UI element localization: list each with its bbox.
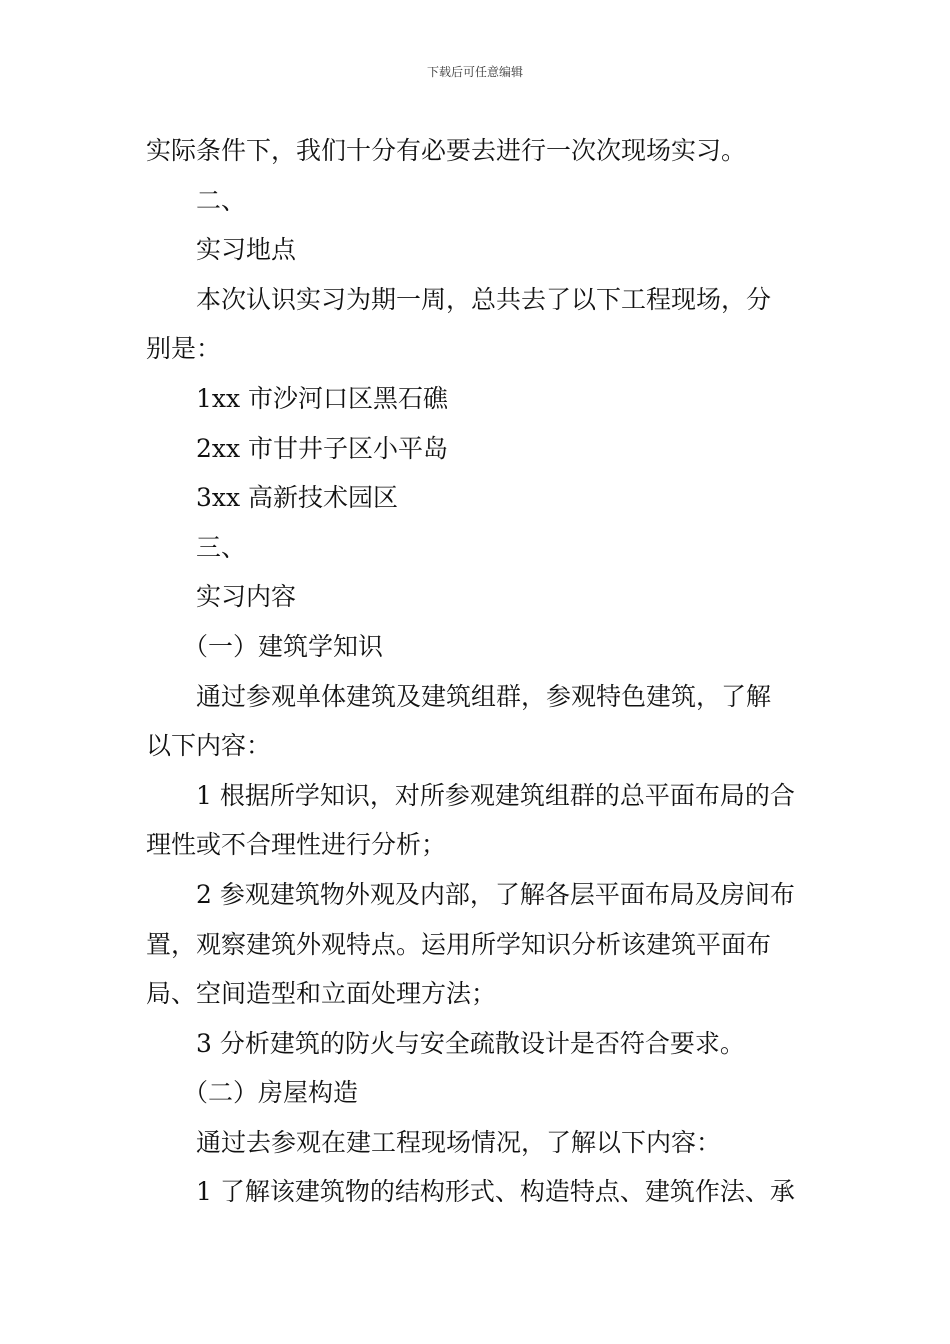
list-item: 2xx 市甘井子区小平岛 xyxy=(196,433,449,463)
text-line: 局、空间造型和立面处理方法； xyxy=(146,979,497,1009)
text-line: 本次认识实习为期一周，总共去了以下工程现场，分 xyxy=(196,284,772,314)
list-item: 1 根据所学知识，对所参观建筑组群的总平面布局的合 xyxy=(196,780,795,810)
text-line: 置，观察建筑外观特点。运用所学知识分析该建筑平面布 xyxy=(146,929,772,959)
list-item: 1 了解该建筑物的结构形式、构造特点、建筑作法、承 xyxy=(196,1177,795,1207)
section-number: 三、 xyxy=(196,532,247,562)
text-line: 以下内容： xyxy=(146,731,272,761)
list-item: 2 参观建筑物外观及内部，了解各层平面布局及房间布 xyxy=(196,879,795,909)
section-heading: 实习内容 xyxy=(196,582,297,612)
subsection-heading: （二）房屋构造 xyxy=(183,1078,359,1108)
list-item: 3xx 高新技术园区 xyxy=(196,483,399,513)
text-line: 理性或不合理性进行分析； xyxy=(146,830,447,860)
document-body xyxy=(146,126,808,1217)
text-line: 别是： xyxy=(146,334,222,364)
page-header: 下载后可任意编辑 xyxy=(426,65,523,79)
section-heading: 实习地点 xyxy=(196,235,297,265)
list-item: 3 分析建筑的防火与安全疏散设计是否符合要求。 xyxy=(196,1028,745,1058)
section-number: 二、 xyxy=(196,185,247,215)
list-item: 1xx 市沙河口区黑石礁 xyxy=(196,383,449,413)
text-line: 通过去参观在建工程现场情况，了解以下内容： xyxy=(196,1127,722,1157)
subsection-heading: （一）建筑学知识 xyxy=(183,631,384,661)
text-line: 通过参观单体建筑及建筑组群，参观特色建筑，了解 xyxy=(196,681,772,711)
text-line: 实际条件下，我们十分有必要去进行一次次现场实习。 xyxy=(146,136,747,165)
